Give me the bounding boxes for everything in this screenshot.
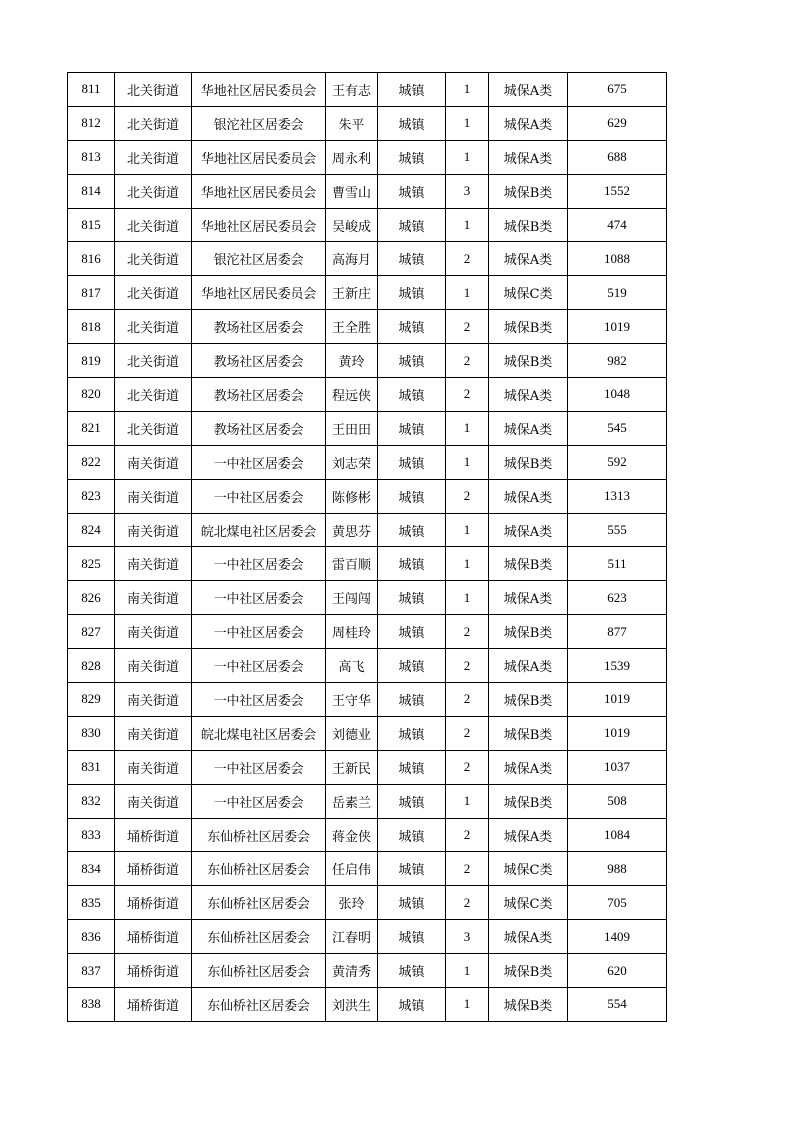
amount-cell: 508 [568,784,667,818]
table-row [68,547,667,581]
table-row [68,886,667,920]
table-row [68,276,667,310]
area-type-cell: 城镇 [378,615,446,649]
community-cell: 东仙桥社区居委会 [192,954,326,988]
street-cell: 北关街道 [115,344,192,378]
table-row [68,954,667,988]
category-cell: 城保A类 [489,649,568,683]
community-cell: 一中社区居委会 [192,479,326,513]
table-row [68,479,667,513]
person-name-cell: 高飞 [326,649,378,683]
category-cell: 城保C类 [489,852,568,886]
row-number-cell: 819 [68,344,115,378]
category-cell: 城保A类 [489,581,568,615]
area-type-cell: 城镇 [378,479,446,513]
table-row [68,716,667,750]
area-type-cell: 城镇 [378,378,446,412]
table-row [68,140,667,174]
row-number-cell: 827 [68,615,115,649]
person-name-cell: 吴峻成 [326,208,378,242]
area-type-cell: 城镇 [378,886,446,920]
row-number-cell: 832 [68,784,115,818]
community-cell: 银沱社区居委会 [192,106,326,140]
category-cell: 城保A类 [489,73,568,107]
amount-cell: 1048 [568,378,667,412]
street-cell: 埇桥街道 [115,852,192,886]
household-size-cell: 1 [446,445,489,479]
table-row [68,852,667,886]
category-cell: 城保A类 [489,378,568,412]
person-name-cell: 王田田 [326,411,378,445]
community-cell: 一中社区居委会 [192,547,326,581]
row-number-cell: 813 [68,140,115,174]
amount-cell: 555 [568,513,667,547]
category-cell: 城保A类 [489,106,568,140]
household-size-cell: 2 [446,479,489,513]
community-cell: 银沱社区居委会 [192,242,326,276]
household-size-cell: 1 [446,988,489,1022]
row-number-cell: 833 [68,818,115,852]
row-number-cell: 825 [68,547,115,581]
table-row [68,174,667,208]
street-cell: 南关街道 [115,750,192,784]
household-size-cell: 1 [446,276,489,310]
person-name-cell: 蒋金侠 [326,818,378,852]
row-number-cell: 826 [68,581,115,615]
area-type-cell: 城镇 [378,784,446,818]
household-size-cell: 1 [446,411,489,445]
street-cell: 南关街道 [115,479,192,513]
category-cell: 城保A类 [489,818,568,852]
category-cell: 城保A类 [489,920,568,954]
household-size-cell: 2 [446,378,489,412]
person-name-cell: 王新庄 [326,276,378,310]
household-size-cell: 1 [446,208,489,242]
table-row [68,784,667,818]
person-name-cell: 黄玲 [326,344,378,378]
street-cell: 埇桥街道 [115,920,192,954]
row-number-cell: 836 [68,920,115,954]
person-name-cell: 岳素兰 [326,784,378,818]
street-cell: 南关街道 [115,649,192,683]
area-type-cell: 城镇 [378,276,446,310]
person-name-cell: 黄思芬 [326,513,378,547]
community-cell: 华地社区居民委员会 [192,276,326,310]
street-cell: 南关街道 [115,445,192,479]
amount-cell: 623 [568,581,667,615]
street-cell: 埇桥街道 [115,818,192,852]
table-row [68,208,667,242]
category-cell: 城保A类 [489,750,568,784]
amount-cell: 1084 [568,818,667,852]
amount-cell: 877 [568,615,667,649]
row-number-cell: 829 [68,683,115,717]
amount-cell: 629 [568,106,667,140]
area-type-cell: 城镇 [378,581,446,615]
community-cell: 东仙桥社区居委会 [192,852,326,886]
row-number-cell: 814 [68,174,115,208]
area-type-cell: 城镇 [378,140,446,174]
table-row [68,344,667,378]
community-cell: 一中社区居委会 [192,784,326,818]
person-name-cell: 王有志 [326,73,378,107]
household-size-cell: 1 [446,581,489,615]
area-type-cell: 城镇 [378,988,446,1022]
row-number-cell: 823 [68,479,115,513]
amount-cell: 511 [568,547,667,581]
area-type-cell: 城镇 [378,513,446,547]
household-size-cell: 2 [446,615,489,649]
area-type-cell: 城镇 [378,716,446,750]
community-cell: 东仙桥社区居委会 [192,988,326,1022]
community-cell: 教场社区居委会 [192,411,326,445]
person-name-cell: 王守华 [326,683,378,717]
table-row [68,615,667,649]
household-size-cell: 2 [446,750,489,784]
community-cell: 一中社区居委会 [192,445,326,479]
category-cell: 城保A类 [489,411,568,445]
category-cell: 城保C类 [489,276,568,310]
area-type-cell: 城镇 [378,242,446,276]
category-cell: 城保B类 [489,954,568,988]
table-row [68,513,667,547]
street-cell: 南关街道 [115,547,192,581]
household-size-cell: 2 [446,683,489,717]
row-number-cell: 830 [68,716,115,750]
household-size-cell: 2 [446,818,489,852]
amount-cell: 1019 [568,310,667,344]
area-type-cell: 城镇 [378,73,446,107]
household-size-cell: 2 [446,886,489,920]
category-cell: 城保B类 [489,310,568,344]
row-number-cell: 818 [68,310,115,344]
area-type-cell: 城镇 [378,547,446,581]
street-cell: 北关街道 [115,174,192,208]
household-size-cell: 1 [446,513,489,547]
area-type-cell: 城镇 [378,750,446,784]
street-cell: 南关街道 [115,581,192,615]
area-type-cell: 城镇 [378,411,446,445]
household-size-cell: 2 [446,852,489,886]
amount-cell: 592 [568,445,667,479]
street-cell: 南关街道 [115,716,192,750]
row-number-cell: 824 [68,513,115,547]
area-type-cell: 城镇 [378,954,446,988]
category-cell: 城保A类 [489,140,568,174]
category-cell: 城保B类 [489,615,568,649]
community-cell: 东仙桥社区居委会 [192,818,326,852]
amount-cell: 620 [568,954,667,988]
row-number-cell: 811 [68,73,115,107]
street-cell: 埇桥街道 [115,886,192,920]
amount-cell: 1539 [568,649,667,683]
person-name-cell: 曹雪山 [326,174,378,208]
table-body [68,73,667,1022]
community-cell: 华地社区居民委员会 [192,140,326,174]
category-cell: 城保A类 [489,242,568,276]
household-size-cell: 1 [446,73,489,107]
street-cell: 南关街道 [115,683,192,717]
person-name-cell: 王新民 [326,750,378,784]
area-type-cell: 城镇 [378,310,446,344]
table-row [68,750,667,784]
table-row [68,581,667,615]
table-row [68,242,667,276]
table-row [68,106,667,140]
category-cell: 城保A类 [489,513,568,547]
category-cell: 城保B类 [489,174,568,208]
community-cell: 教场社区居委会 [192,344,326,378]
area-type-cell: 城镇 [378,683,446,717]
row-number-cell: 817 [68,276,115,310]
amount-cell: 1019 [568,716,667,750]
category-cell: 城保B类 [489,988,568,1022]
community-cell: 华地社区居民委员会 [192,208,326,242]
table-row [68,73,667,107]
category-cell: 城保B类 [489,547,568,581]
amount-cell: 545 [568,411,667,445]
row-number-cell: 831 [68,750,115,784]
community-cell: 皖北煤电社区居委会 [192,716,326,750]
street-cell: 南关街道 [115,784,192,818]
table-row [68,411,667,445]
community-cell: 东仙桥社区居委会 [192,886,326,920]
amount-cell: 1019 [568,683,667,717]
street-cell: 埇桥街道 [115,954,192,988]
street-cell: 北关街道 [115,310,192,344]
street-cell: 北关街道 [115,106,192,140]
person-name-cell: 高海月 [326,242,378,276]
household-size-cell: 3 [446,920,489,954]
amount-cell: 688 [568,140,667,174]
category-cell: 城保C类 [489,886,568,920]
person-name-cell: 张玲 [326,886,378,920]
table-row [68,649,667,683]
amount-cell: 988 [568,852,667,886]
table-row [68,683,667,717]
person-name-cell: 朱平 [326,106,378,140]
row-number-cell: 837 [68,954,115,988]
community-cell: 一中社区居委会 [192,581,326,615]
street-cell: 北关街道 [115,242,192,276]
table-row [68,310,667,344]
household-size-cell: 1 [446,106,489,140]
household-size-cell: 1 [446,954,489,988]
street-cell: 北关街道 [115,378,192,412]
street-cell: 北关街道 [115,73,192,107]
community-cell: 一中社区居委会 [192,750,326,784]
area-type-cell: 城镇 [378,106,446,140]
person-name-cell: 周桂玲 [326,615,378,649]
household-size-cell: 2 [446,649,489,683]
community-cell: 华地社区居民委员会 [192,174,326,208]
person-name-cell: 刘德业 [326,716,378,750]
row-number-cell: 828 [68,649,115,683]
amount-cell: 705 [568,886,667,920]
category-cell: 城保B类 [489,784,568,818]
street-cell: 北关街道 [115,411,192,445]
household-size-cell: 2 [446,716,489,750]
community-cell: 一中社区居委会 [192,683,326,717]
person-name-cell: 任启伟 [326,852,378,886]
amount-cell: 1037 [568,750,667,784]
area-type-cell: 城镇 [378,208,446,242]
person-name-cell: 王全胜 [326,310,378,344]
household-size-cell: 1 [446,784,489,818]
street-cell: 南关街道 [115,615,192,649]
community-cell: 教场社区居委会 [192,378,326,412]
household-size-cell: 2 [446,310,489,344]
person-name-cell: 陈修彬 [326,479,378,513]
person-name-cell: 刘志荣 [326,445,378,479]
category-cell: 城保B类 [489,445,568,479]
person-name-cell: 雷百顺 [326,547,378,581]
household-size-cell: 2 [446,242,489,276]
table-row [68,445,667,479]
row-number-cell: 812 [68,106,115,140]
area-type-cell: 城镇 [378,818,446,852]
row-number-cell: 835 [68,886,115,920]
household-size-cell: 1 [446,547,489,581]
community-cell: 一中社区居委会 [192,649,326,683]
community-cell: 皖北煤电社区居委会 [192,513,326,547]
row-number-cell: 820 [68,378,115,412]
amount-cell: 1409 [568,920,667,954]
table-row [68,988,667,1022]
person-name-cell: 程远侠 [326,378,378,412]
amount-cell: 554 [568,988,667,1022]
row-number-cell: 821 [68,411,115,445]
community-cell: 东仙桥社区居委会 [192,920,326,954]
street-cell: 南关街道 [115,513,192,547]
person-name-cell: 江春明 [326,920,378,954]
category-cell: 城保B类 [489,208,568,242]
household-size-cell: 2 [446,344,489,378]
table-row [68,818,667,852]
subsidy-roster-table [67,72,667,1022]
category-cell: 城保A类 [489,479,568,513]
table-row [68,920,667,954]
area-type-cell: 城镇 [378,920,446,954]
street-cell: 北关街道 [115,208,192,242]
person-name-cell: 黄清秀 [326,954,378,988]
amount-cell: 1088 [568,242,667,276]
amount-cell: 474 [568,208,667,242]
area-type-cell: 城镇 [378,852,446,886]
table-row [68,378,667,412]
community-cell: 教场社区居委会 [192,310,326,344]
area-type-cell: 城镇 [378,174,446,208]
amount-cell: 675 [568,73,667,107]
area-type-cell: 城镇 [378,344,446,378]
household-size-cell: 1 [446,140,489,174]
category-cell: 城保B类 [489,344,568,378]
row-number-cell: 834 [68,852,115,886]
household-size-cell: 3 [446,174,489,208]
category-cell: 城保B类 [489,683,568,717]
row-number-cell: 816 [68,242,115,276]
category-cell: 城保B类 [489,716,568,750]
street-cell: 北关街道 [115,140,192,174]
amount-cell: 1313 [568,479,667,513]
street-cell: 埇桥街道 [115,988,192,1022]
row-number-cell: 815 [68,208,115,242]
amount-cell: 982 [568,344,667,378]
person-name-cell: 王闯闯 [326,581,378,615]
person-name-cell: 刘洪生 [326,988,378,1022]
row-number-cell: 822 [68,445,115,479]
area-type-cell: 城镇 [378,649,446,683]
community-cell: 华地社区居民委员会 [192,73,326,107]
street-cell: 北关街道 [115,276,192,310]
area-type-cell: 城镇 [378,445,446,479]
person-name-cell: 周永利 [326,140,378,174]
row-number-cell: 838 [68,988,115,1022]
amount-cell: 1552 [568,174,667,208]
community-cell: 一中社区居委会 [192,615,326,649]
amount-cell: 519 [568,276,667,310]
